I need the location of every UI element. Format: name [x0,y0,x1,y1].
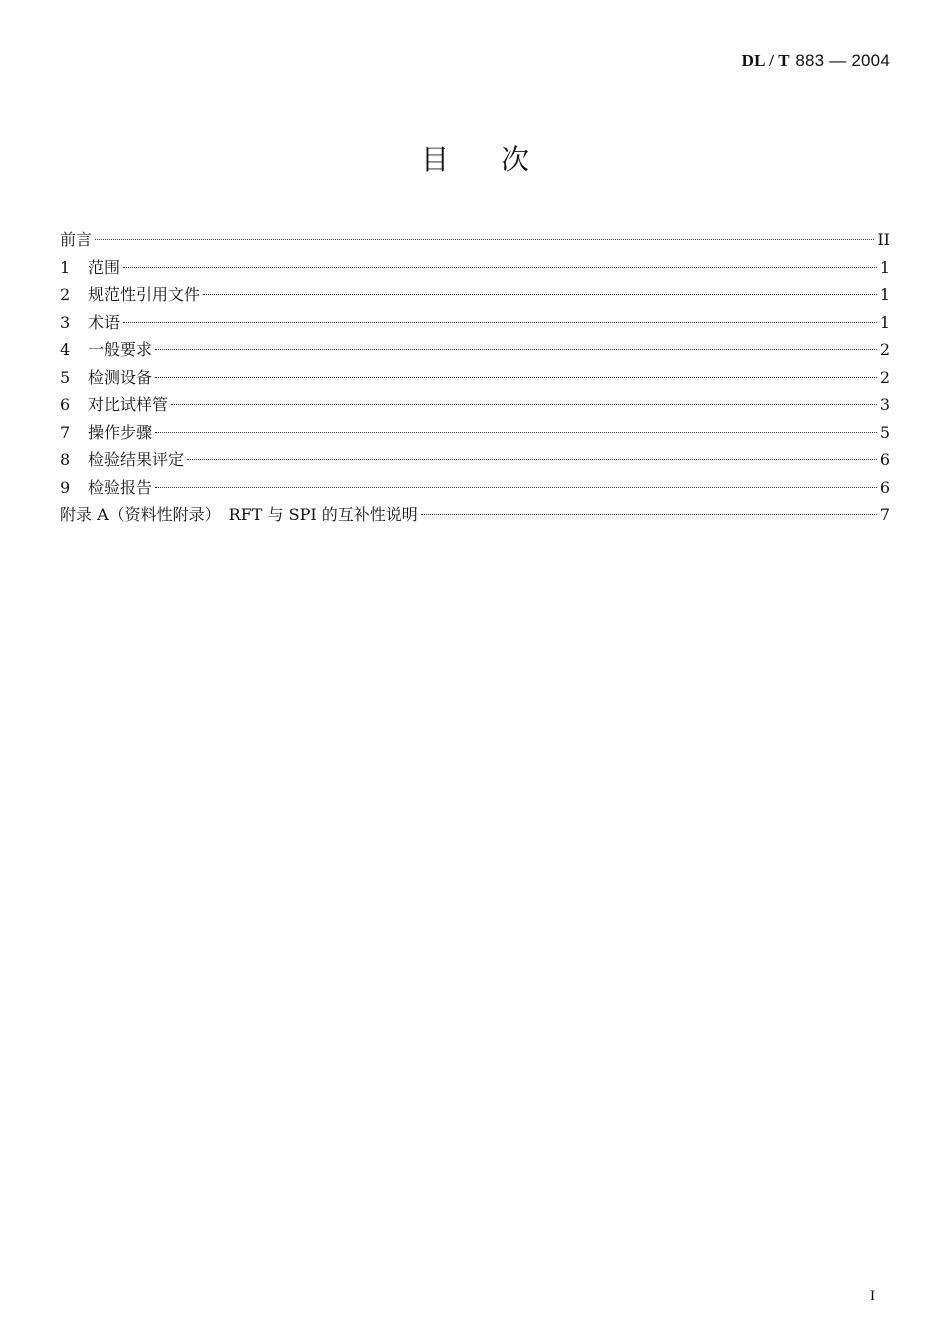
toc-entry-page: 3 [879,395,890,414]
toc-entry-label: 一般要求 [88,340,153,359]
toc-dot-leader [123,322,877,323]
toc-entry-result-evaluation[interactable] [60,446,890,474]
toc-entry-page: 6 [879,450,890,469]
toc-entry-number: 7 [60,422,71,442]
toc-dot-leader [95,239,874,240]
toc-entry-foreword[interactable] [60,226,890,254]
toc-entry-label: 检测设备 [88,367,153,387]
toc-dot-leader [203,294,877,295]
toc-entry-label: 对比试样管 [88,395,169,414]
toc-entry-number: 3 [60,312,71,332]
toc-dot-leader [171,404,877,405]
toc-dot-leader [155,349,877,350]
toc-entry-number: 4 [60,340,71,359]
toc-dot-leader [123,267,877,268]
toc-entry-label: 范围 [88,257,121,277]
toc-entry-page: 1 [879,312,890,332]
toc-entry-procedure[interactable] [60,419,890,447]
toc-entry-number: 9 [60,477,71,497]
toc-entry-label: 术语 [88,312,121,332]
toc-entry-page: 7 [879,505,890,524]
toc-entry-general-requirements[interactable] [60,336,890,364]
toc-entry-reference-specimen-tube[interactable] [60,391,890,419]
standard-code [742,51,890,71]
toc-entry-label: 检验报告 [88,477,153,497]
toc-entry-label: 规范性引用文件 [88,285,201,304]
toc-entry-label: 操作步骤 [88,422,153,442]
toc-entry-number: 2 [60,285,71,304]
toc-entry-number: 6 [60,395,71,414]
page-number: I [870,1288,875,1304]
toc-dot-leader [187,459,877,460]
toc-entry-scope[interactable] [60,254,890,282]
toc-entry-page: 6 [879,477,890,497]
toc-entry-page: 5 [879,422,890,442]
toc-entry-terms[interactable] [60,309,890,337]
toc-entry-annex-a[interactable] [60,501,890,529]
toc-dot-leader [155,377,877,378]
page-title: 目次 [420,143,581,176]
toc-entry-page: 2 [879,340,890,359]
toc-entry-test-equipment[interactable] [60,364,890,392]
table-of-contents [60,226,890,529]
toc-entry-test-report[interactable] [60,474,890,502]
toc-entry-number: 5 [60,367,71,387]
toc-entry-label: 检验结果评定 [88,450,185,469]
toc-entry-page: 2 [879,367,890,387]
toc-entry-normative-references[interactable] [60,281,890,309]
toc-entry-page: 1 [879,257,890,277]
toc-entry-number: 8 [60,450,71,469]
standard-number: 883 — 2004 [795,51,890,70]
toc-entry-label: 附录 A（资料性附录） RFT 与 SPI 的互补性说明 [60,505,418,524]
toc-dot-leader [155,487,877,488]
toc-dot-leader [421,514,877,515]
toc-entry-number: 1 [60,257,71,277]
toc-entry-label: 前言 [60,230,93,249]
standard-prefix: DL / T [741,51,790,70]
toc-entry-page: 1 [879,285,890,304]
toc-dot-leader [155,432,877,433]
toc-entry-page: II [877,230,890,249]
